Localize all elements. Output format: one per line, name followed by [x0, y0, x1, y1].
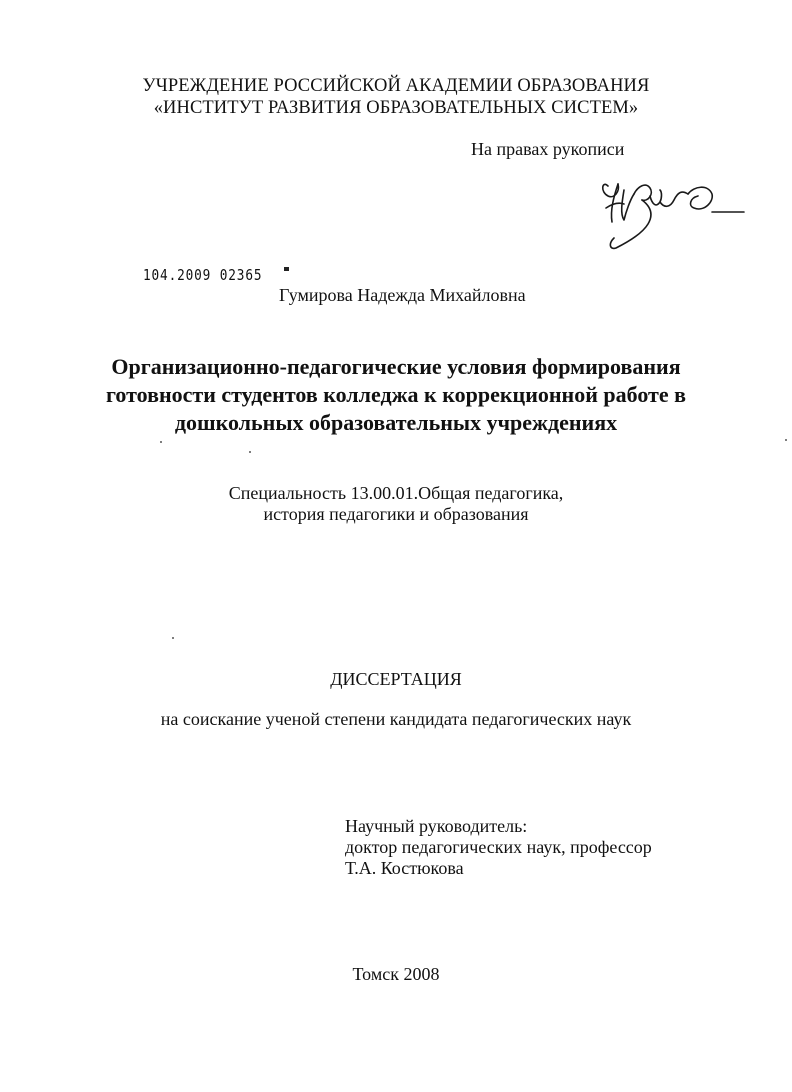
stamp-code: 104.2009 02365	[143, 266, 263, 284]
dissertation-title-line-3: дошкольных образовательных учреждениях	[174, 410, 618, 435]
degree-purpose: на соискание ученой степени кандидата педагогических наук	[160, 709, 632, 729]
scan-speck	[785, 439, 787, 441]
supervisor-label: Научный руководитель:	[345, 816, 528, 836]
supervisor-degree: доктор педагогических наук, профессор	[345, 837, 652, 857]
scan-speck	[249, 451, 251, 453]
signature-icon	[598, 172, 748, 256]
author-name: Гумирова Надежда Михайловна	[279, 285, 526, 305]
institution-name-line-1: УЧРЕЖДЕНИЕ РОССИЙСКОЙ АКАДЕМИИ ОБРАЗОВАНИЯ	[142, 76, 650, 96]
dissertation-title-line-2: готовности студентов колледжа к коррекционной работе в	[105, 382, 687, 407]
dissertation-title-line-1: Организационно-педагогические условия формирования	[111, 354, 681, 379]
institution-name-line-2: «ИНСТИТУТ РАЗВИТИЯ ОБРАЗОВАТЕЛЬНЫХ СИСТЕМ»	[153, 98, 639, 118]
rights-notice: На правах рукописи	[471, 139, 625, 159]
supervisor-name: Т.А. Костюкова	[345, 858, 464, 878]
scan-speck	[172, 637, 174, 639]
place-year: Томск 2008	[352, 964, 440, 984]
specialty-line-1: Специальность 13.00.01.Общая педагогика,	[228, 483, 564, 503]
specialty-line-2: история педагогики и образования	[263, 504, 529, 524]
scan-speck	[160, 441, 162, 443]
document-type: ДИССЕРТАЦИЯ	[330, 669, 462, 689]
stamp-mark	[284, 267, 289, 271]
